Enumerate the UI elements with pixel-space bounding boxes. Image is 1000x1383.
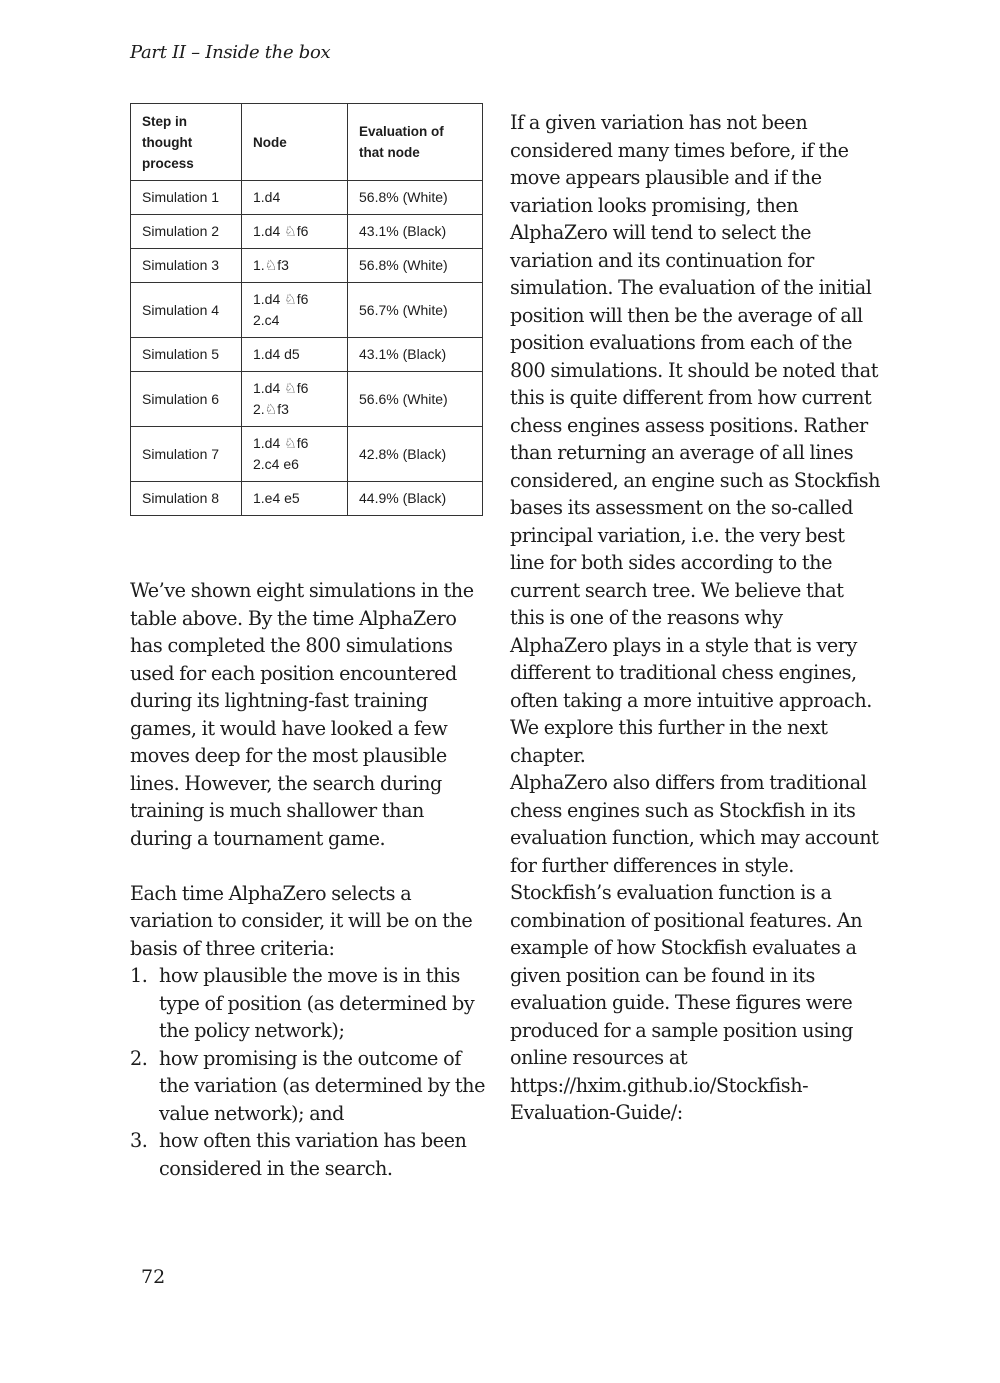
cell-step: Simulation 6 <box>131 372 242 427</box>
cell-evaluation: 43.1% (Black) <box>348 338 483 372</box>
paragraph-variation-selection: If a given variation has not been considered many times before, if the move appears plausible and if the variation looks promising, then AlphaZero will tend to select the variation and its continuation for simulation. The evaluation of the initial position will then be the average of all position evaluations from each of the 800 simulations. It should be noted that this is quite different from how current chess engines assess positions. Rather than returning an average of all lines considered, an engine such as Stockfish bases its assessment on the so-called principal variation, i.e. the very best line for both sides according to the current search tree. We believe that this is one of the reasons why AlphaZero plays in a style that is very different to traditional chess engines, often taking a more intuitive approach. We explore this further in the next chapter. <box>510 111 881 767</box>
column-header-step: Step in thought process <box>131 104 242 181</box>
cell-step: Simulation 8 <box>131 482 242 516</box>
criteria-item <box>130 1127 488 1182</box>
cell-step: Simulation 2 <box>131 215 242 249</box>
cell-step: Simulation 5 <box>131 338 242 372</box>
cell-evaluation: 56.8% (White) <box>348 249 483 283</box>
cell-node: 1.e4 e5 <box>242 482 348 516</box>
cell-evaluation: 42.8% (Black) <box>348 427 483 482</box>
cell-evaluation: 44.9% (Black) <box>348 482 483 516</box>
cell-evaluation: 56.6% (White) <box>348 372 483 427</box>
cell-step: Simulation 4 <box>131 283 242 338</box>
cell-node: 1.d4 ♘f6 2.♘f3 <box>242 372 348 427</box>
cell-evaluation: 56.8% (White) <box>348 181 483 215</box>
cell-node: 1.♘f3 <box>242 249 348 283</box>
cell-node: 1.d4 ♘f6 <box>242 215 348 249</box>
page-number: 72 <box>141 1266 166 1288</box>
criteria-item <box>130 962 488 1045</box>
criteria-list <box>130 962 488 1182</box>
table-row <box>131 482 483 516</box>
left-column <box>130 103 488 1182</box>
column-header-evaluation: Evaluation of that node <box>348 104 483 181</box>
table-row <box>131 283 483 338</box>
running-header: Part II – Inside the box <box>130 42 331 63</box>
table-row <box>131 372 483 427</box>
paragraph-selection-criteria-intro: Each time AlphaZero selects a variation to consider, it will be on the basis of three criteria: <box>130 881 473 960</box>
criteria-number: 2. <box>130 1046 148 1070</box>
criteria-number: 1. <box>130 964 148 987</box>
cell-evaluation: 56.7% (White) <box>348 283 483 338</box>
table-row <box>131 338 483 372</box>
table-row <box>131 181 483 215</box>
criteria-text: how often this variation has been considered in the search. <box>159 1129 467 1180</box>
criteria-text: how promising is the outcome of the variation (as determined by the value network); and <box>159 1046 485 1125</box>
table-header-row <box>131 104 483 181</box>
criteria-number: 3. <box>130 1129 148 1152</box>
cell-node: 1.d4 ♘f6 2.c4 e6 <box>242 427 348 482</box>
cell-step: Simulation 1 <box>131 181 242 215</box>
table-row <box>131 215 483 249</box>
criteria-item <box>130 1045 488 1128</box>
paragraph-evaluation-function: AlphaZero also differs from traditional chess engines such as Stockfish in its evaluation function, which may account for further differences in style. Stockfish’s evaluation function is a combination of positional features. An example of how Stockfish evaluates a given position can be found in its evaluation guide. These figures were produced for a sample position using online resources at https://hxim.github.io/Stockfish-Evaluation-Guide/: <box>510 771 879 1124</box>
cell-evaluation: 43.1% (Black) <box>348 215 483 249</box>
criteria-text: how plausible the move is in this type of position (as determined by the policy network); <box>159 964 475 1042</box>
cell-step: Simulation 7 <box>131 427 242 482</box>
table-row <box>131 249 483 283</box>
simulation-table <box>130 103 483 516</box>
paragraph-simulations-summary: We’ve shown eight simulations in the table above. By the time AlphaZero has completed the 800 simulations used for each position encountered during its lightning-fast training games, it would have looked a few moves deep for the most plausible lines. However, the search during training is much shallower than during a tournament game. <box>130 579 474 850</box>
column-header-node: Node <box>242 104 348 181</box>
right-column <box>510 109 882 1127</box>
cell-node: 1.d4 <box>242 181 348 215</box>
table-row <box>131 427 483 482</box>
cell-step: Simulation 3 <box>131 249 242 283</box>
cell-node: 1.d4 ♘f6 2.c4 <box>242 283 348 338</box>
cell-node: 1.d4 d5 <box>242 338 348 372</box>
table-body <box>131 181 483 516</box>
